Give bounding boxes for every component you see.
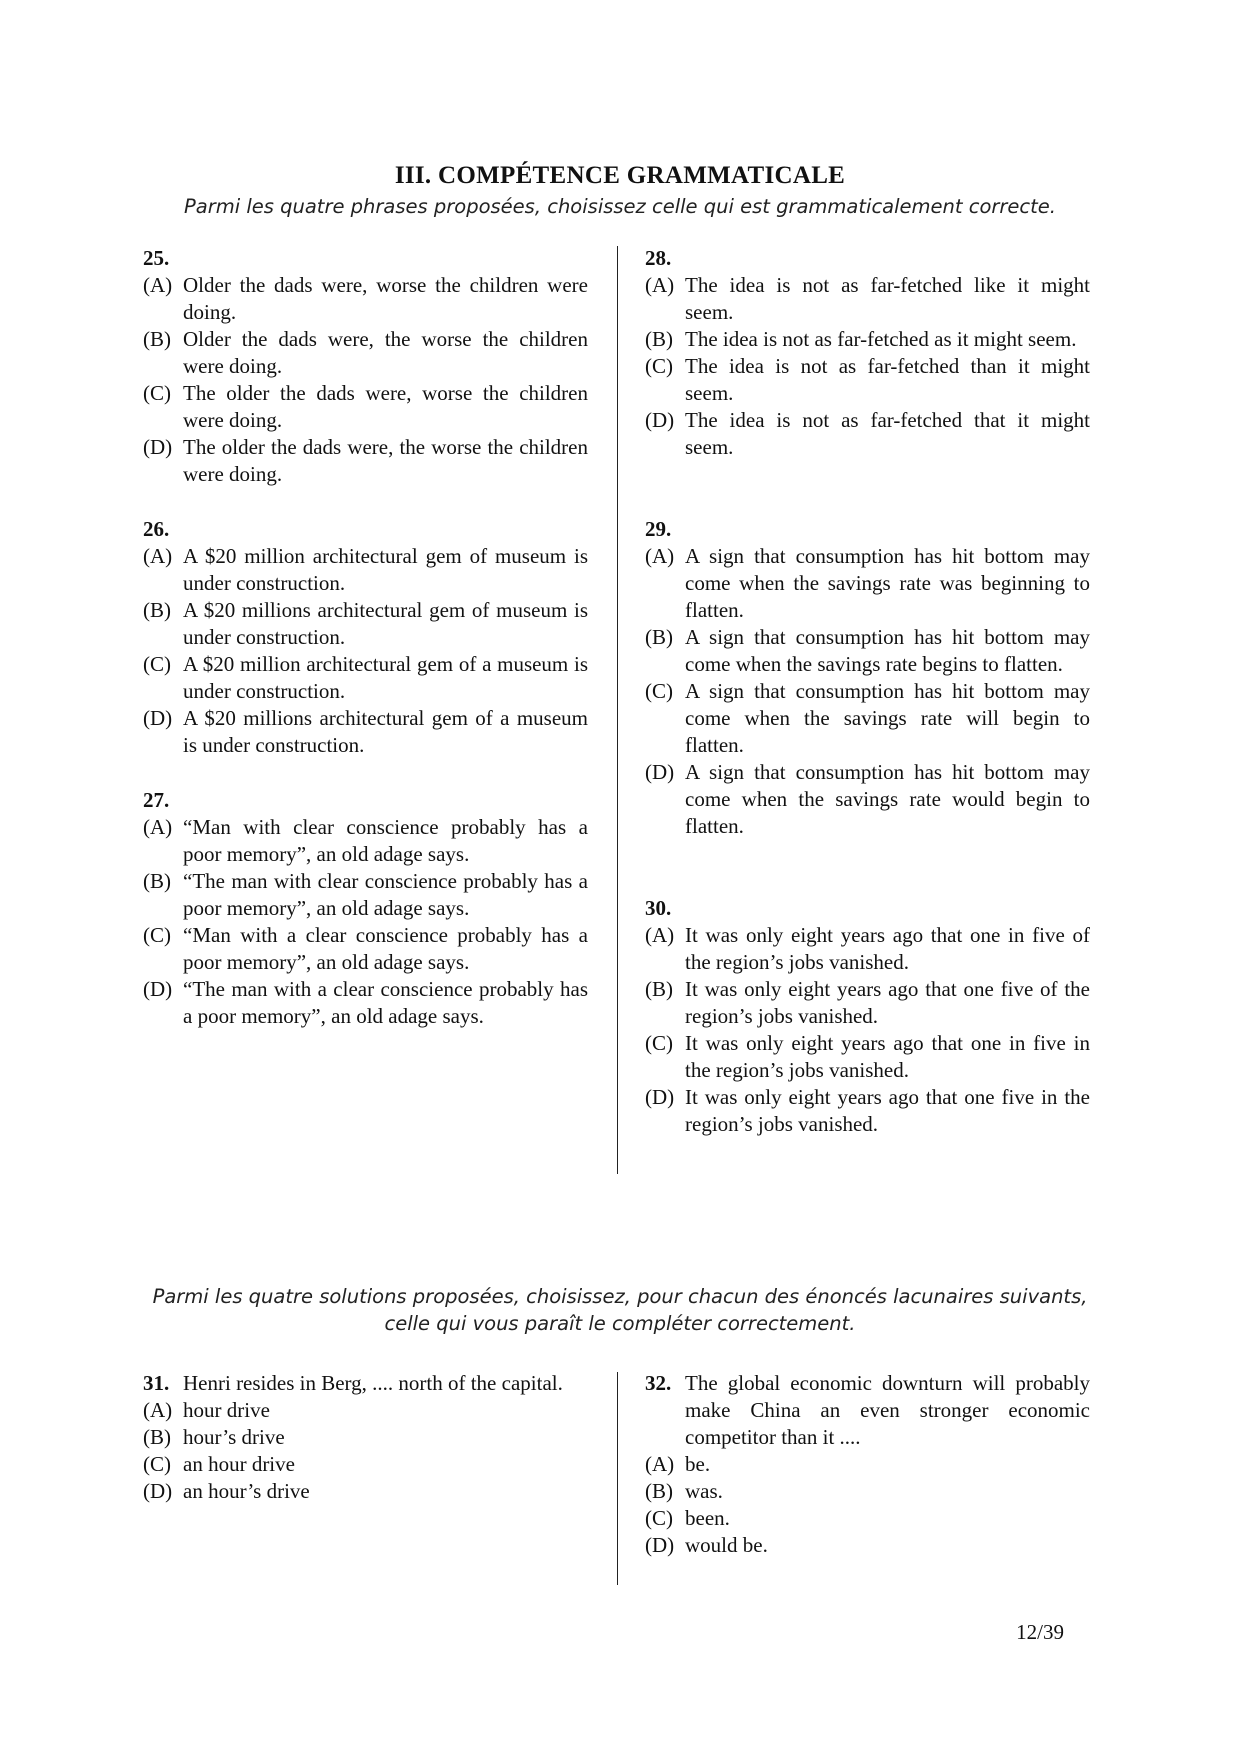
question-number: 26. <box>143 517 170 541</box>
option-d[interactable]: (D) A sign that consumption has hit bottom may come when the savings rate would begin to flatten. <box>645 760 1090 838</box>
left-column-q26 <box>143 516 588 759</box>
option-a[interactable]: (A) It was only eight years ago that one in five of the region’s jobs vanished. <box>645 923 1090 974</box>
right-column-q28 <box>645 245 1090 461</box>
question-number: 29. <box>645 517 672 541</box>
section-instruction: Parmi les quatre phrases proposées, choisissez celle qui est grammaticalement correcte. <box>184 195 1056 218</box>
question-stem <box>645 1370 1090 1451</box>
option-b[interactable]: (B) It was only eight years ago that one five of the region’s jobs vanished. <box>645 977 1090 1028</box>
option-d[interactable]: (D) It was only eight years ago that one five in the region’s jobs vanished. <box>645 1085 1090 1136</box>
option-d[interactable]: (D) “The man with a clear conscience probably has a poor memory”, an old adage says. <box>143 977 588 1028</box>
option-b[interactable]: (B) Older the dads were, the worse the children were doing. <box>143 327 588 378</box>
option-c[interactable]: (C) been. <box>645 1506 730 1530</box>
page-number: 12/39 <box>1016 1620 1064 1644</box>
option-c[interactable]: (C) It was only eight years ago that one in five in the region’s jobs vanished. <box>645 1031 1090 1082</box>
column-divider <box>617 246 618 1174</box>
option-d[interactable]: (D) The idea is not as far-fetched that it might seem. <box>645 408 1090 459</box>
right-column-q30 <box>645 895 1090 1138</box>
option-a[interactable]: (A) “Man with clear conscience probably has a poor memory”, an old adage says. <box>143 815 588 866</box>
question-number: 32. <box>645 1371 672 1395</box>
option-b[interactable]: (B) A sign that consumption has hit bottom may come when the savings rate begins to flatten. <box>645 625 1090 676</box>
section-title: III. COMPÉTENCE GRAMMATICALE <box>394 162 846 189</box>
option-c[interactable]: (C) an hour drive <box>143 1452 295 1476</box>
stem-text: Henri resides in Berg, .... north of the capital. <box>183 1371 563 1395</box>
option-c[interactable]: (C) A $20 million architectural gem of a museum is under construction. <box>143 652 588 703</box>
column-divider-2 <box>617 1372 618 1585</box>
option-d[interactable]: (D) would be. <box>645 1533 768 1557</box>
option-a[interactable]: (A) A $20 million architectural gem of museum is under construction. <box>143 544 588 595</box>
instruction-line-2: celle qui vous paraît le compléter correctement. <box>384 1312 856 1335</box>
left-column-q27 <box>143 787 588 1030</box>
question-number: 31. <box>143 1371 170 1395</box>
option-c[interactable]: (C) A sign that consumption has hit bottom may come when the savings rate will begin to flatten. <box>645 679 1090 757</box>
option-b[interactable]: (B) A $20 millions architectural gem of museum is under construction. <box>143 598 588 649</box>
question-30 <box>645 895 1090 1138</box>
right-column-q29 <box>645 516 1090 840</box>
option-c[interactable]: (C) “Man with a clear conscience probably has a poor memory”, an old adage says. <box>143 923 588 974</box>
question-28 <box>645 245 1090 461</box>
option-a[interactable]: (A) Older the dads were, worse the children were doing. <box>143 273 588 324</box>
left-column <box>143 245 588 488</box>
question-25 <box>143 245 588 488</box>
option-a[interactable]: (A) A sign that consumption has hit bottom may come when the savings rate was beginning to flatten. <box>645 544 1090 622</box>
question-27 <box>143 787 588 1030</box>
question-stem <box>143 1370 588 1397</box>
option-d[interactable]: (D) The older the dads were, the worse the children were doing. <box>143 435 588 486</box>
option-c[interactable]: (C) The idea is not as far-fetched than it might seem. <box>645 354 1090 405</box>
question-29 <box>645 516 1090 840</box>
question-26 <box>143 516 588 759</box>
option-d[interactable]: (D) an hour’s drive <box>143 1479 310 1503</box>
option-a[interactable]: (A) The idea is not as far-fetched like it might seem. <box>645 273 1090 324</box>
question-number: 30. <box>645 896 672 920</box>
option-b[interactable]: (B) hour’s drive <box>143 1425 285 1449</box>
question-number: 28. <box>645 246 672 270</box>
option-d[interactable]: (D) A $20 millions architectural gem of a museum is under construction. <box>143 706 588 757</box>
option-a[interactable]: (A) be. <box>645 1452 711 1476</box>
stem-text: The global economic downturn will probably make China an even stronger economic competitor than it .... <box>685 1371 1090 1449</box>
question-number: 27. <box>143 788 170 812</box>
part2-instruction <box>0 1283 1240 1337</box>
option-b[interactable]: (B) “The man with clear conscience probably has a poor memory”, an old adage says. <box>143 869 588 920</box>
question-number: 25. <box>143 246 170 270</box>
option-b[interactable]: (B) was. <box>645 1479 723 1503</box>
instruction-line-1: Parmi les quatre solutions proposées, choisissez, pour chacun des énoncés lacunaires suivants, <box>152 1285 1088 1308</box>
question-32 <box>645 1370 1090 1559</box>
question-31 <box>143 1370 588 1505</box>
option-b[interactable]: (B) The idea is not as far-fetched as it might seem. <box>645 327 1077 351</box>
option-a[interactable]: (A) hour drive <box>143 1398 270 1422</box>
option-c[interactable]: (C) The older the dads were, worse the children were doing. <box>143 381 588 432</box>
